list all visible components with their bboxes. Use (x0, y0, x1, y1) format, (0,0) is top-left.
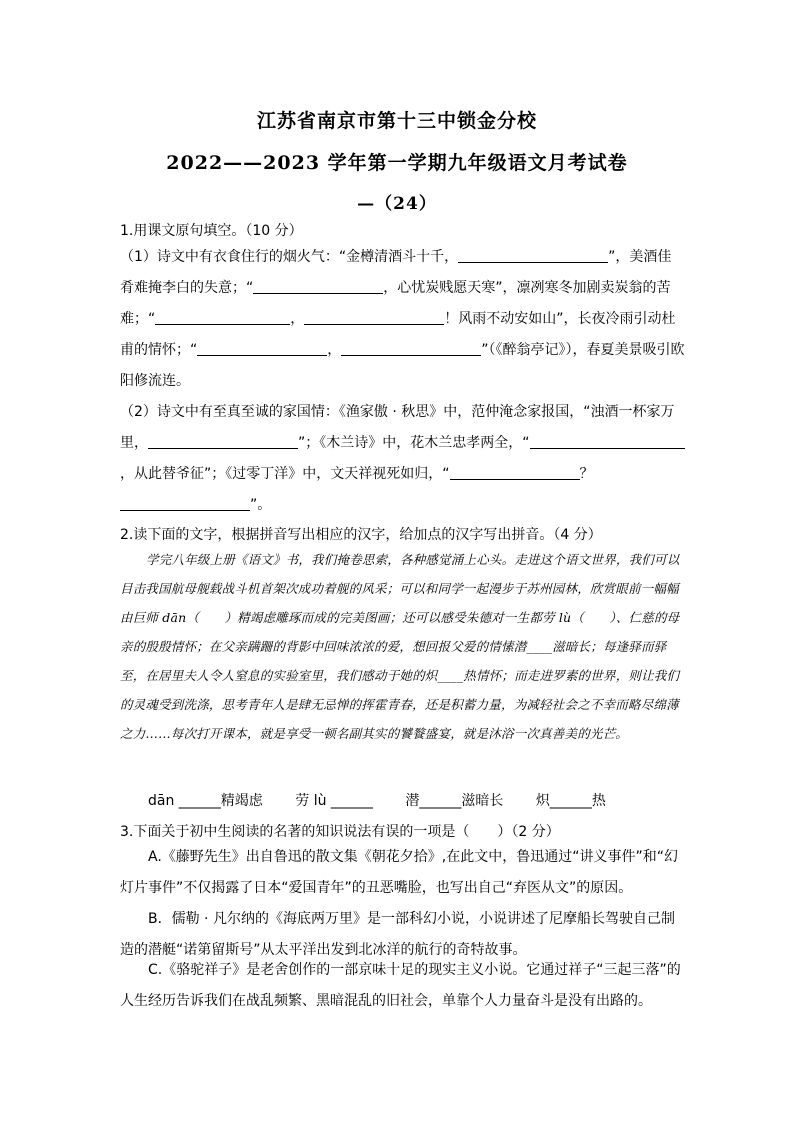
q1-p2-text-a: （2）诗文中有至真至诚的家国情：《渔家傲 · 秋思》中，范仲淹念家报国，“浊酒一杯家万里， (120, 404, 675, 451)
q1-p2-text-d: ？ (579, 466, 594, 482)
q1-blank-9[interactable] (450, 465, 580, 480)
q1-p2-text-c: ，从此替爷征”；《过零丁洋》中，文天祥视死如归，“ (120, 466, 450, 482)
q1-part1 (120, 242, 685, 397)
school-title: 江苏省南京市第十三中锁金分校 (256, 110, 537, 132)
q1-blank-3[interactable] (155, 310, 290, 325)
q2-answer-4[interactable]: 炽______热 (535, 793, 606, 809)
q3-heading: 3.下面关于初中生阅读的名著的知识说法有误的一项是（ ）（2 分） (120, 824, 560, 840)
q1-part2 (120, 397, 685, 521)
q3-option-a[interactable]: A.《藤野先生》出自鲁迅的散文集《朝花夕拾》,在此文中，鲁迅通过“讲义事件”和“幻灯片事件”不仅揭露了日本“爱国青年”的丑恶嘴脸，也写出自己“弃医从文”的原因。 (120, 849, 678, 896)
q1-p1-text-a: （1）诗文中有衣食住行的烟火气：“金樽清酒斗十千， (120, 249, 459, 265)
q1-blank-7[interactable] (148, 434, 298, 449)
q1-blank-8[interactable] (530, 434, 685, 449)
q1-blank-4[interactable] (304, 310, 444, 325)
q2-answer-row (148, 790, 634, 810)
q1-p1-text-f: ， (327, 342, 342, 358)
q1-p2-text-b: ”；《木兰诗》中，花木兰忠孝两全，“ (298, 435, 530, 451)
q1-p1-text-d: ， (290, 311, 305, 327)
q1-blank-6[interactable] (341, 341, 481, 356)
q2-answer-2[interactable]: 劳 lù ______ (295, 793, 373, 809)
q2-passage: 学完八年级上册《语文》书，我们掩卷思索，各种感觉涌上心头。走进这个语文世界，我们可以目击我国航母舰载战斗机首架次成功着舰的风采；可以和同学一起漫步于苏州园林，欣赏眼前一幅幅由巨师 dān（ ）精竭虑雕琢而成的完美图画；还可以感受朱德对一生都劳 lù（ ）、仁慈的母亲的殷殷情怀；在父亲蹒跚的背影中回味浓浓的爱，想回报父爱的情愫潜____滋暗长；每逢驿而驿至，在居里夫人令人窒息的实验室里，我们感动于她的炽____热情怀；而走进罗素的世界，则让我们的灵魂受到洗涤，思考青年人是肆无忌惮的挥霍青春，还是积蓄力量，为减轻社会之不幸而略尽绵薄之力……每次打开课本，就是享受一顿名副其实的饕餮盛宴，就是沐浴一次真善美的光芒。 (120, 552, 680, 741)
q1-p1-text-b: ”，美酒佳肴难掩李白的失意；“ (120, 249, 672, 296)
q1-p1-text-c: ，心忧炭贱愿天寒”，凛冽寒冬加剧卖炭翁的苦难；“ (120, 280, 671, 327)
q1-blank-1[interactable] (458, 248, 608, 263)
exam-number: —（24） (357, 194, 437, 214)
exam-title: 2022——2023 学年第一学期九年级语文月考试卷 (166, 152, 628, 174)
q3-option-c[interactable]: C.《骆驼祥子》是老舍创作的一部京味十足的现实主义小说。它通过祥子“三起三落”的人生经历告诉我们在战乱频繁、黑暗混乱的旧社会，单靠个人力量奋斗是没有出路的。 (120, 962, 681, 1009)
q1-p1-text-e: ！风雨不动安如山”，长夜冷雨引动杜甫的情怀；“ (120, 311, 676, 358)
q1-p2-text-e: ”。 (250, 497, 272, 513)
q1-blank-2[interactable] (253, 279, 383, 294)
q1-blank-5[interactable] (197, 341, 327, 356)
q2-heading: 2.读下面的文字，根据拼音写出相应的汉字，给加点的汉字写出拼音。（4 分） (120, 527, 602, 543)
q1-blank-10[interactable] (120, 496, 250, 511)
q3-option-b[interactable]: B．儒勒 · 凡尔纳的《海底两万里》是一部科幻小说，小说讲述了尼摩船长驾驶自己制造的潜艇“诺第留斯号”从太平洋出发到北冰洋的航行的奇特故事。 (120, 911, 675, 958)
q2-answer-1[interactable]: dān ______精竭虑 (148, 793, 263, 809)
q2-answer-3[interactable]: 潜______滋暗长 (405, 793, 504, 809)
q1-p1-text-g: ”（《醉翁亭记》），春夏美景吸引欧阳修流连。 (120, 342, 685, 389)
q1-heading: 1.用课文原句填空。（10 分） (120, 223, 303, 239)
